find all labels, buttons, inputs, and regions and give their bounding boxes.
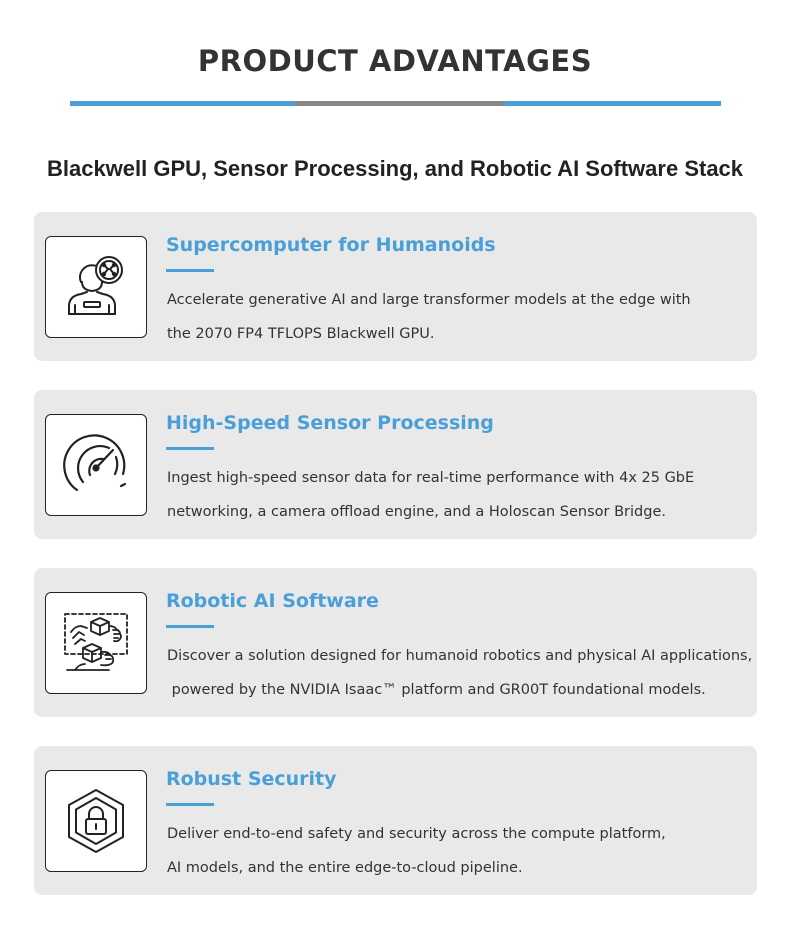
feature-description (167, 461, 752, 529)
humanoid-chip-icon (61, 252, 131, 322)
radar-gauge-icon (61, 430, 131, 500)
feature-card-robust-security (34, 746, 757, 895)
feature-description-line: AI models, and the entire edge-to-cloud pipeline. (167, 860, 523, 876)
feature-title-underline (166, 447, 214, 450)
feature-description-line: the 2070 FP4 TFLOPS Blackwell GPU. (167, 326, 435, 342)
hexagon-lock-icon (61, 786, 131, 856)
title-underline-middle (295, 101, 504, 106)
feature-icon-frame (45, 236, 147, 338)
feature-title: Supercomputer for Humanoids (166, 234, 496, 256)
title-underline (70, 101, 721, 106)
page-title: PRODUCT ADVANTAGES (197, 44, 593, 78)
feature-card-robotic-ai-software (34, 568, 757, 717)
feature-icon-frame (45, 592, 147, 694)
feature-description (167, 283, 752, 351)
feature-description (167, 817, 752, 885)
title-underline-right (504, 101, 721, 106)
feature-description (167, 639, 752, 707)
feature-title-underline (166, 803, 214, 806)
feature-title-underline (166, 625, 214, 628)
feature-title: Robust Security (166, 768, 337, 790)
feature-icon-frame (45, 770, 147, 872)
feature-title: Robotic AI Software (166, 590, 379, 612)
feature-description-line: Accelerate generative AI and large transformer models at the edge with (167, 292, 691, 308)
title-underline-left (70, 101, 295, 106)
feature-description-line: Ingest high-speed sensor data for real-time performance with 4x 25 GbE (167, 470, 695, 486)
feature-card-supercomputer (34, 212, 757, 361)
robot-hands-cubes-icon (61, 608, 131, 678)
feature-description-line: Discover a solution designed for humanoid robotics and physical AI applications, (167, 648, 753, 664)
feature-description-line: networking, a camera offload engine, and a Holoscan Sensor Bridge. (167, 504, 666, 520)
feature-description-line: powered by the NVIDIA Isaac™ platform and GR00T foundational models. (167, 682, 706, 698)
feature-description-line: Deliver end-to-end safety and security across the compute platform, (167, 826, 666, 842)
feature-icon-frame (45, 414, 147, 516)
feature-title-underline (166, 269, 214, 272)
feature-title: High-Speed Sensor Processing (166, 412, 494, 434)
feature-card-sensor-processing (34, 390, 757, 539)
page-subtitle: Blackwell GPU, Sensor Processing, and Robotic AI Software Stack (46, 156, 744, 181)
